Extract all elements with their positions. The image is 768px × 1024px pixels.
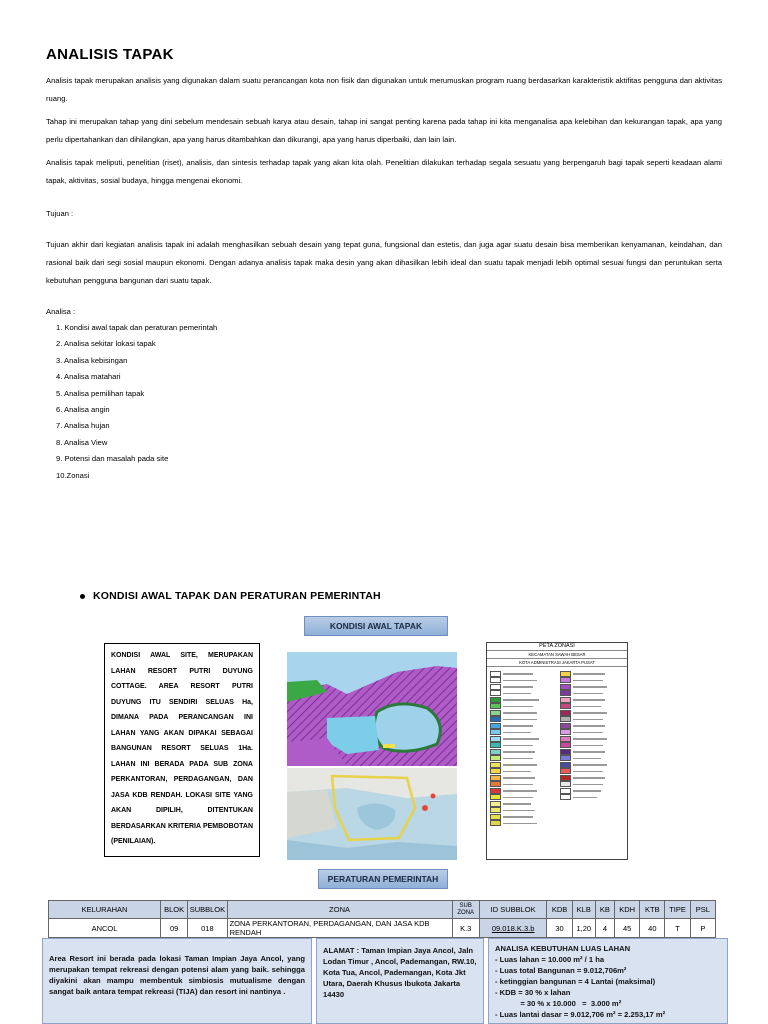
bullet-icon (80, 594, 85, 599)
cell-kdb: 30 (547, 919, 572, 938)
page-title: ANALISIS TAPAK (46, 46, 174, 63)
cell-psl: P (690, 919, 715, 938)
peraturan-pemerintah-button[interactable]: PERATURAN PEMERINTAH (318, 869, 448, 889)
land-needs-line: - ketinggian bangunan = 4 Lantai (maksimal) (495, 977, 656, 986)
list-item: 5. Analisa pemilihan tapak (56, 388, 145, 398)
col-psl: PSL (690, 901, 715, 919)
paragraph-scope: Analisis tapak meliputi, penelitian (riset), analisis, dan sintesis terhadap tapak yang akan kita olah. Penelitian dilakukan terhadap segala sesuatu yang berpengaruh bagi tapak seperti keadaan alami tapak, aktivitas, sosial budaya, hingga mengenai ekonomi. (46, 158, 722, 185)
paragraph-stage: Tahap ini merupakan tahap yang dini sebelum mendesain sebuah karya atau desain, tahap ini sangat penting karena pada tahap ini kita menganalisa apa kelebihan dan kekurangan tapak, apa yang perlu dipertahankan dan dihilangkan, apa yang harus ditambahkan dan dikurangi, apa yang harus diperbaiki, dan lain lain. (46, 117, 722, 144)
col-subblok: SUBBLOK (188, 901, 227, 919)
cell-subzona: K.3 (452, 919, 479, 938)
analisa-label: Analisa : (46, 307, 76, 316)
cell-blok: 09 (161, 919, 188, 938)
table-row (49, 919, 716, 938)
tujuan-label: Tujuan : (46, 209, 74, 218)
col-kdb: KDB (547, 901, 572, 919)
col-zona: ZONA (227, 901, 452, 919)
cell-tipe: T (665, 919, 690, 938)
land-needs-line: = 30 % x 10.000 = 3.000 m² (495, 999, 622, 1008)
info-box-land-needs (488, 938, 728, 1024)
list-item: 7. Analisa hujan (56, 421, 110, 431)
cell-kelurahan: ANCOL (49, 919, 161, 938)
paragraph-goal: Tujuan akhir dari kegiatan analisis tapak ini adalah menghasilkan sebuah desain yang tepat guna, fungsional dan estetis, dan juga agar suatu desain bisa memberikan kenyamanan, keindahan, dan rasional baik dari segi sosial maupun ekonomi. Dengan adanya analisis tapak maka desin yang akan dihasilkan lebih ideal dan suatu tapak menjadi lebih optimal sesuai fungsi dan peruntukan serta kebutuhan pengguna bangunan dari suatu tapak. (46, 240, 722, 285)
land-needs-line: - Luas total Bangunan = 9.012,706m² (495, 966, 627, 975)
list-item: 6. Analisa angin (56, 404, 110, 414)
cell-zona: ZONA PERKANTORAN, PERDAGANGAN, DAN JASA KDB RENDAH (227, 919, 452, 938)
zonasi-kota: KOTA ADMINISTRASI JAKARTA PUSAT (487, 659, 627, 667)
cell-id-subblok: 09.018.K.3.b (479, 919, 547, 938)
legend-column-right (560, 671, 624, 827)
land-needs-line: - Luas lahan = 10.000 m² / 1 ha (495, 955, 605, 964)
list-item: 9. Potensi dan masalah pada site (56, 454, 169, 464)
col-ktb: KTB (640, 901, 665, 919)
regulation-table (48, 900, 716, 938)
list-item: 10.Zonasi (56, 470, 90, 480)
list-item: 1. Kondisi awal tapak dan peraturan pemerintah (56, 323, 218, 332)
land-needs-title: ANALISA KEBUTUHAN LUAS LAHAN (495, 944, 631, 953)
cell-klb: 1,20 (572, 919, 595, 938)
col-klb: KLB (572, 901, 595, 919)
cell-ktb: 40 (640, 919, 665, 938)
site-aerial-photo (287, 768, 457, 860)
info-box-address: ALAMAT : Taman Impian Jaya Ancol, Jaln Lodan Timur , Ancol, Pademangan, RW.10, Kota Tua, Ancol, Pademangan, Kota Jkt Utara, Daerah Khusus Ibukota Jakarta 14430 (316, 938, 484, 1024)
site-zoning-map (287, 652, 457, 766)
section-heading: KONDISI AWAL TAPAK DAN PERATURAN PEMERINTAH (80, 590, 381, 602)
cell-kb: 4 (595, 919, 614, 938)
zonasi-title: PETA ZONASI (487, 643, 627, 651)
list-item: 3. Analisa kebisingan (56, 355, 128, 365)
col-kdh: KDH (615, 901, 640, 919)
col-kelurahan: KELURAHAN (49, 901, 161, 919)
col-blok: BLOK (161, 901, 188, 919)
col-tipe: TIPE (665, 901, 690, 919)
cell-subblok: 018 (188, 919, 227, 938)
analisa-list (56, 320, 217, 484)
land-needs-line: - Luas lantai dasar = 9.012,706 m² = 2.253,17 m² (495, 1010, 666, 1019)
land-needs-line: - KDB = 30 % x lahan (495, 988, 571, 997)
col-kb: KB (595, 901, 614, 919)
zonasi-kecamatan: KECAMATAN SAWAH BESAR (487, 651, 627, 659)
peta-zonasi-legend (486, 642, 628, 860)
paragraph-definition: Analisis tapak merupakan analisis yang digunakan dalam suatu perancangan kota non fisik dan digunakan untuk merumuskan program ruang berdasarkan karakteristik aktifitas pengguna dan aktivitas ruang. (46, 76, 722, 103)
list-item: 4. Analisa matahari (56, 372, 121, 382)
col-subzona: SUB ZONA (452, 901, 479, 919)
kondisi-awal-tapak-button[interactable]: KONDISI AWAL TAPAK (304, 616, 448, 636)
legend-column-left (490, 671, 554, 827)
list-item: 8. Analisa View (56, 437, 108, 447)
col-id-subblok: ID SUBBLOK (479, 901, 547, 919)
legend-columns (487, 667, 627, 831)
info-box-location: Area Resort ini berada pada lokasi Taman Impian Jaya Ancol, yang merupakan tempat rekreasi dengan potensi alam yang baik. sehingga diyakini akan mampu membentuk simbiosis mutualisme dengan sangat baik antara tempat rekreasi (TIJA) dan resort ini nantinya . (42, 938, 312, 1024)
list-item: 2. Analisa sekitar lokasi tapak (56, 339, 156, 349)
kondisi-description: KONDISI AWAL SITE, MERUPAKAN LAHAN RESORT PUTRI DUYUNG COTTAGE. AREA RESORT PUTRI DUYUNG ITU SENDIRI SELUAS Ha, DIMANA PADA PERANCANGAN INI LAHAN YANG AKAN DIPAKAI SEBAGAI BANGUNAN RESORT SELUAS 1Ha. LAHAN INI BERADA PADA SUB ZONA PERKANTORAN, PERDAGANGAN, DAN JASA KDB RENDAH. LOKASI SITE YANG AKAN DIPILIH, DITENTUKAN BERDASARKAN KRITERIA PEMBOBOTAN (PENILAIAN). (104, 643, 260, 857)
table-header-row (49, 901, 716, 919)
cell-kdh: 45 (615, 919, 640, 938)
